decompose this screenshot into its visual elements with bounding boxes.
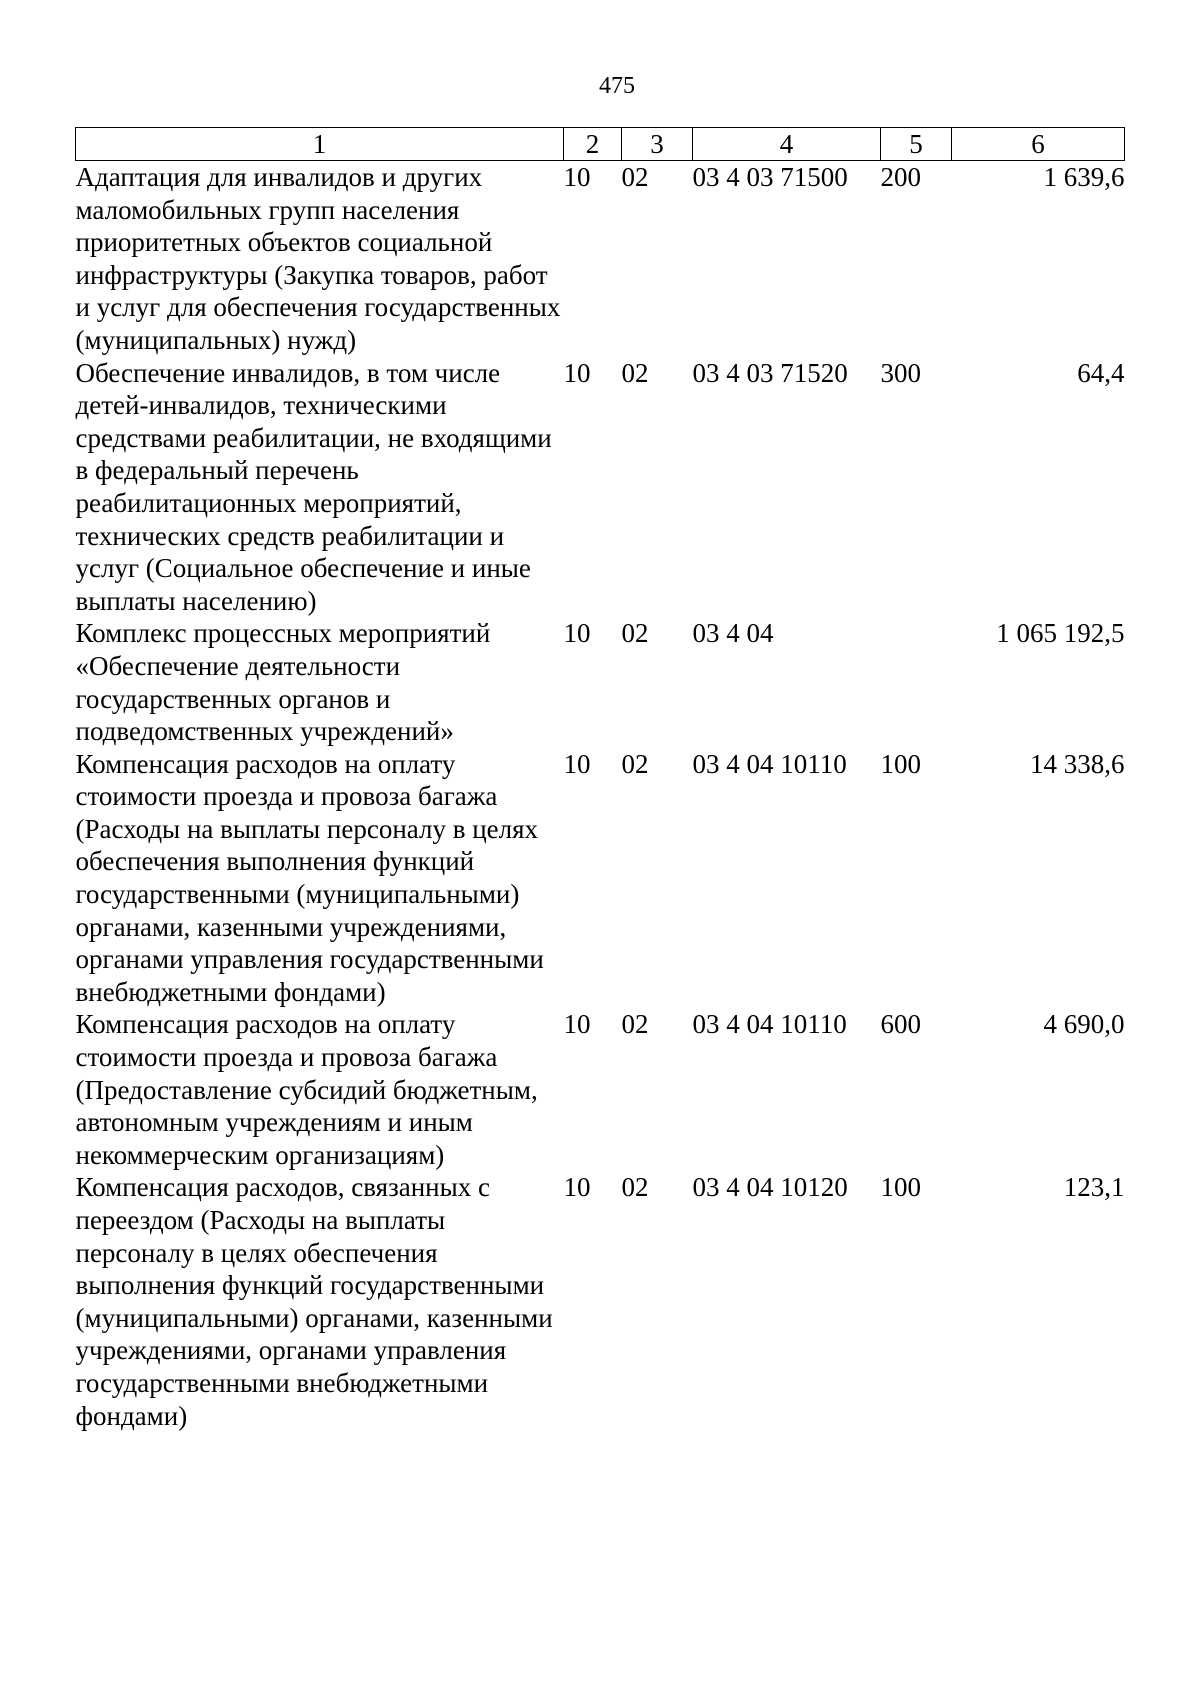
table-row: [76, 1008, 1125, 1171]
budget-table: [75, 127, 1125, 1432]
row-code: 03 4 04 10110: [692, 1009, 847, 1040]
row-code: 03 4 04 10120: [692, 1172, 848, 1203]
row-section: 10: [563, 748, 591, 779]
row-subsection: 02: [621, 162, 649, 192]
row-code: 03 4 04: [692, 618, 774, 649]
row-section: 10: [563, 1172, 591, 1203]
header-row: [76, 128, 1125, 161]
row-type: 100: [880, 1172, 921, 1203]
row-section: 10: [563, 1009, 591, 1040]
row-code: 03 4 03 71500: [692, 162, 848, 192]
table-row: [76, 1171, 1125, 1432]
row-name: Компенсация расходов на оплату стоимости проезда и провоза багажа (Предоставление субсидий бюджетным, автономным учреждениям и иным некоммерческим организациям): [75, 1009, 538, 1170]
table-header: [76, 128, 1125, 161]
row-code: 03 4 03 71520: [692, 357, 848, 388]
row-amount: 123,1: [1063, 1172, 1125, 1203]
row-subsection: 02: [621, 357, 649, 388]
row-name: Комплекс процессных мероприятий «Обеспечение деятельности государственных органов и подведомственных учреждений»: [75, 618, 491, 747]
row-name: Компенсация расходов на оплату стоимости проезда и провоза багажа (Расходы на выплаты персоналу в целях обеспечения выполнения функций государственными (муниципальными) органами, казенными учреждениями, органами управления государственными внебюджетными фондами): [75, 748, 544, 1007]
row-code: 03 4 04 10110: [692, 748, 847, 779]
table-row: [76, 617, 1125, 747]
table-row: [76, 748, 1125, 1009]
row-name: Компенсация расходов, связанных с переездом (Расходы на выплаты персоналу в целях обеспечения выполнения функций государственными (муниципальными) органами, казенными учреждениями, органами управления государственными внебюджетными фондами): [75, 1172, 553, 1431]
header-col-5: 5: [881, 128, 952, 161]
row-amount: 1 639,6: [1043, 162, 1125, 192]
row-amount: 4 690,0: [1043, 1009, 1125, 1040]
row-amount: 1 065 192,5: [996, 618, 1125, 649]
header-col-1: 1: [76, 128, 564, 161]
row-type: [881, 617, 952, 747]
header-col-2: 2: [564, 128, 622, 161]
row-type: 200: [880, 162, 921, 192]
row-section: 10: [563, 162, 591, 192]
table-row: [76, 161, 1125, 357]
row-amount: 14 338,6: [1030, 748, 1125, 779]
header-col-6: 6: [952, 128, 1125, 161]
page-number: 475: [599, 73, 635, 99]
table-body: [76, 161, 1125, 1433]
row-subsection: 02: [621, 748, 649, 779]
row-section: 10: [563, 618, 591, 649]
row-subsection: 02: [621, 1009, 649, 1040]
row-type: 100: [880, 748, 921, 779]
row-section: 10: [563, 357, 591, 388]
table-row: [76, 357, 1125, 618]
header-col-3: 3: [622, 128, 693, 161]
row-type: 600: [880, 1009, 921, 1040]
row-name: Адаптация для инвалидов и других маломобильных групп населения приоритетных объектов социальной инфраструктуры (Закупка товаров, работ и услуг для обеспечения государственных (муниципальных) нужд): [75, 162, 561, 355]
row-name: Обеспечение инвалидов, в том числе детей-инвалидов, техническими средствами реабилитации, не входящими в федеральный перечень реабилитационных мероприятий, технических средств реабилитации и услуг (Социальное обеспечение и иные выплаты населению): [75, 357, 552, 616]
row-amount: 64,4: [1077, 357, 1125, 388]
row-type: 300: [880, 357, 921, 388]
row-subsection: 02: [621, 1172, 649, 1203]
header-col-4: 4: [693, 128, 881, 161]
row-subsection: 02: [621, 618, 649, 649]
